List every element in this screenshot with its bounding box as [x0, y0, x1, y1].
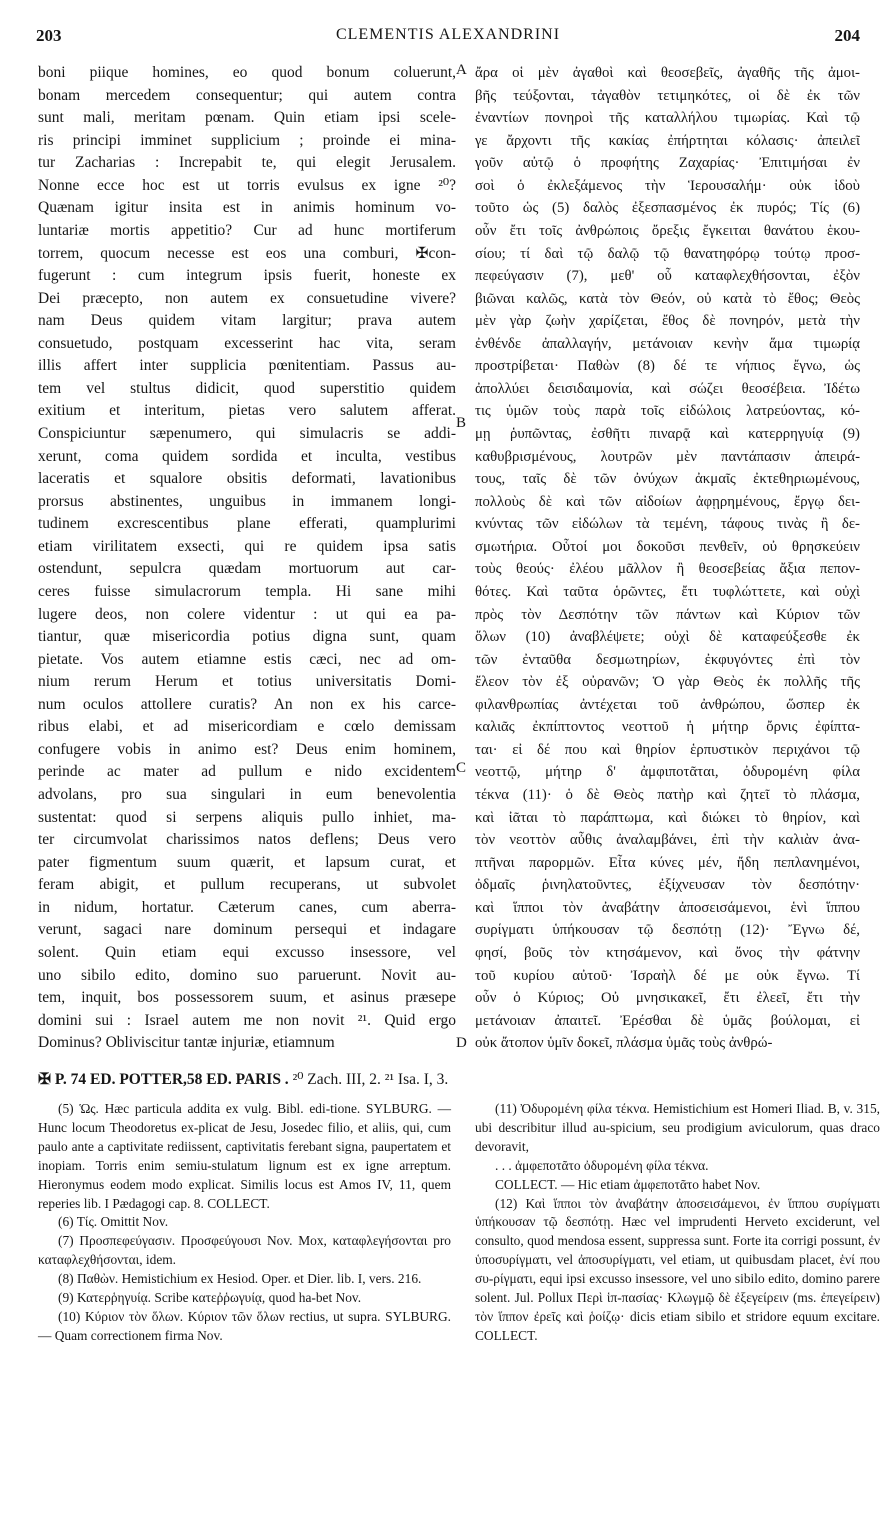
greek-text-line: πρὸς τὸν Δεσπότην τῶν πάντων καὶ Κύριον τῶν [475, 606, 860, 623]
latin-text-line: torrem, quocum necesse est eos una comburi, ✠con- [38, 244, 456, 262]
greek-text-line: θότες. Καὶ ταῦτα ὁρῶντες, ἔτι τυφλώττετε, καὶ οὐχὶ [475, 583, 860, 600]
greek-text-line: σμωτήρια. Οὗτοί μοι δοκοῦσι πενθεῖν, οὐ θρησκεύειν [475, 538, 860, 555]
greek-text-line: μὲν γὰρ ζωὴν χαρίζεται, ἔθος δὲ πονηρόν, μετὰ τὴν [475, 313, 860, 330]
footnote: (10) Κύριον τὸν ὅλων. Κύριον τῶν ὅλων rectius, ut supra. SYLBURG. — Quam correctionem firma Nov. [38, 1308, 451, 1343]
greek-text-line: τῶν ἐνταῦθα δεσμωτηρίων, ἐκφυγόντες ἐπὶ τὸν [475, 651, 860, 668]
footnote: (6) Τίς. Omittit Nov. [58, 1214, 169, 1230]
greek-text-line: τις ὑμῶν τοὺς παρὰ τοῖς εἰδώλοις λατρεύοντας, κό- [475, 403, 860, 420]
latin-text-line: laceratis et squalore obsitis deformati, lavationibus [38, 470, 456, 488]
footnote: (12) Καὶ ἵπποι τὸν ἀναβάτην ἀποσεισάμενοι, ἐν ἵππου συρίγματι ὑπήκουσαν τῷ δεσπότῃ. Hæc vel imprudenti Herveto exciderunt, vel consulto, quod mendosa essent, suppressa sunt. Forte ita corrigi possunt, ἐν ὑποσυρίγματι, vel ἀποσυρίγματι, vel etiam, ut quibusdam placet, ἑνί που συ-ρίγματι, equi ipsi excusso insessore, vel uno sibilo edito, domino parere solent. Jul. Pollux Περὶ ἱπ-πασίας· Κλωγμῷ δὲ ἐξεγείρειν (ms. ἐπεγείρειν) τὸν ἵππον ἐρεῖς καὶ ῥοίζῳ· dicis etiam sibilo et stridore equum excitare. COLLECT. [475, 1195, 880, 1343]
latin-text-line: bonam mercedem consequentur; qui autem contra [38, 86, 456, 104]
latin-text-line: tiantur, quæ misericordia potius digna sunt, quam [38, 628, 456, 646]
latin-text-line: nam Deus quidem vitam largitur; prava autem [38, 312, 456, 330]
greek-text-line: ἄρα οἱ μὲν ἀγαθοὶ καὶ θεοσεβεῖς, ἀγαθῆς τῆς ἀμοι- [475, 65, 860, 81]
latin-text-line: illis affert inter supplicia pœnitentiam. Passus au- [38, 357, 456, 375]
greek-text-line: βιῶναι καλῶς, κατὰ τὸν Θεόν, οὐ κατὰ τὸ ἔθος; Θεὸς [475, 290, 860, 307]
greek-text-line: μῃ ῥυπῶντας, ἐσθῆτι πιναρᾷ καὶ κατερρηγυίᾳ (9) [475, 426, 860, 442]
page-number-right: 204 [834, 26, 860, 45]
footnote: (9) Κατερῥηγυίᾳ. Scribe κατεῤῥωγυίᾳ, quod ha-bet Nov. [58, 1290, 362, 1306]
greek-text-line: οὐκ ἄτοπον ὑμῖν δοκεῖ, πλάσμα ὑμᾶς τοὺς ἀνθρώ- [475, 1035, 773, 1052]
greek-text-line: πεφεύγασιν (7), μεθ' οὗ καταφλεχθήσονται, ἐξὸν [475, 268, 860, 285]
greek-text-line: ὅλων (10) ἀναβλέψετε; οὐχὶ δὲ καταφεύξεσθε ἐκ [475, 629, 860, 646]
greek-text-line: τοὺς θεούς· ἐλέου μᾶλλον ἢ θεοσεβείας ἄξια πεπον- [475, 561, 860, 578]
greek-text-line: τους, ταῖς δὲ τῶν ὀνύχων ἀκμαῖς ἐκτεθηριωμένους, [475, 471, 860, 488]
latin-text-line: etiam virilitatem exsecti, qui re quidem ipsa satis [38, 537, 456, 555]
section-marker-b: B [456, 415, 467, 431]
latin-text-line: Quænam igitur insita est in animis hominum vo- [38, 199, 456, 217]
greek-text-line: ἐναντίων πονηροὶ τῆς καταλλήλου τιμωρίας. Καὶ τῷ [475, 110, 860, 127]
scripture-citations: ²⁰ Zach. III, 2. ²¹ Isa. I, 3. [292, 1071, 449, 1088]
greek-text-line: καθυβρισμένους, λουτρῶν μὲν παντάπασιν ἀπειρά- [475, 448, 860, 465]
footnote: . . . ἀμφεποτᾶτο ὀδυρομένη φίλα τέκνα. [495, 1157, 709, 1173]
latin-text-line: nium rerum Herum et totius universitatis Domi- [38, 673, 456, 691]
footnote: (11) Ὀδυρομένη φίλα τέκνα. Hemistichium est Homeri Iliad. B, v. 315, ubi describitur illud au-spicium, seu prodigium aviculorum, quas draco devoravit, [475, 1101, 880, 1154]
greek-text-line: καὶ ἰᾶται τὸ παράπτωμα, καὶ διώκει τὸ θηρίον, καὶ [475, 809, 860, 826]
latin-text-line: ostendunt, sepulcra quædam mortuorum aut car- [38, 560, 456, 578]
greek-text-line: τοῦτο ὡς (5) δαλὸς ἐξεσπασμένος ἐκ πυρός; Τίς (6) [475, 200, 860, 217]
greek-text-line: ἀπολλύει δεισιδαιμονία, καὶ σώζει θεοσέβεια. Ἰδέτω [475, 380, 860, 397]
greek-text-line: ἔλεον τὸν ἐξ οὐρανῶν; Ὁ γὰρ Θεὸς ἐκ πολλῆς τῆς [475, 674, 860, 691]
greek-text-line: ται· εἰ δέ που καὶ θηρίον ἑρπυστικὸν περιχάνοι τῷ [475, 741, 860, 758]
latin-text-line: tem, inquit, bos possessorem suum, et asinus præsepe [38, 989, 456, 1007]
greek-text-line: φιλανθρωπίας ἀντέχεται τοῦ ἀνθρώπου, ὥσπερ ἐκ [475, 696, 860, 713]
page-number-left: 203 [36, 26, 62, 45]
latin-text-line: domini sui : Israel autem me non novit ²¹. Quid ergo [38, 1011, 456, 1029]
footnotes-right [475, 1100, 880, 1346]
latin-text-line: fugerunt : cum integrum ipsis fuerit, honeste ex [38, 267, 456, 285]
greek-text-line: γε ἄρχοντι τῆς κακίας ἐπήρτηται κόλασις· ἀπειλεῖ [475, 132, 860, 149]
greek-text-line: μετάνοιαν ἀπαιτεῖ. Ἐρέσθαι δὲ ὑμᾶς βούλομαι, εἰ [475, 1012, 860, 1029]
latin-text-line: confugere vobis in animo est? Deus enim hominem, [38, 740, 456, 758]
latin-text-line: in nidum, hortatur. Cæterum canes, cum aberra- [38, 898, 456, 916]
latin-text-line: num oculos attollere curatis? An non ex his carce- [38, 695, 456, 713]
footnote: (7) Προσπεφεύγασιν. Προσφεύγουσι Nov. Mox, καταφλεγήσονται pro καταφλεχθήσονται, idem. [38, 1233, 451, 1268]
greek-text-line: βῆς τεύξονται, τἀγαθὸν τετιμηκότες, οἱ δὲ ἐκ τῶν [475, 87, 860, 104]
greek-text-line: νεοττῷ, μήτηρ δ' ἀμφιποτᾶται, ὀδυρομένη φίλα [475, 764, 860, 781]
latin-text-line: lugere deos, non colere videntur : ut qui ea pa- [38, 605, 456, 623]
latin-text-line: feram abigit, et pullum recuperans, ut subvolet [38, 876, 456, 894]
latin-text-line: Dominus? Obliviscitur tantæ injuriæ, etiamnum [38, 1034, 335, 1052]
latin-text-line: ribus elabi, et ad misericordiam e cœlo demissam [38, 718, 456, 736]
latin-text-line: advolans, pro sua singulari in eum benevolentia [38, 786, 456, 803]
greek-text-line: καὶ ἵπποι τὸν ἀναβάτην ἀποσεισάμενοι, ἑνὶ ἵππου [475, 899, 860, 916]
greek-text-line: ἐνθένδε ἀπαλλαγήν, μετάνοιαν κενὴν ἅμα τιμωρίᾳ [475, 335, 860, 352]
latin-text-line: xerunt, coma quidem sordida et inculta, vestibus [38, 447, 456, 465]
footnote: (8) Παθὼν. Hemistichium ex Hesiod. Oper. et Dier. lib. I, vers. 216. [58, 1271, 422, 1287]
latin-text-line: ceres fuisse simulacrorum templa. Hi sane mihi [38, 582, 456, 600]
greek-text-line: φησί, βοῦς τὸν κτησάμενον, καὶ ὄνος τὴν φάτνην [475, 944, 860, 961]
greek-text-line: τὸν νεοττὸν αὖθις ἀναλαμβάνει, ἐπὶ τὴν καλιὰν ἀνα- [475, 832, 860, 849]
edition-reference: ✠ P. 74 ED. POTTER,58 ED. PARIS . [38, 1071, 289, 1088]
latin-text-line: Conspiciuntur sæpenumero, qui simulacris se addi- [38, 425, 456, 442]
running-title: CLEMENTIS ALEXANDRINI [335, 26, 561, 43]
latin-text-line: solent. Quin etiam equi excusso insessore, vel [38, 943, 456, 961]
latin-text-line: pater figmentum suum quærit, et lapsum curat, et [38, 853, 456, 871]
greek-text-line: γοῦν αὐτῷ ὁ προφήτης Ζαχαρίας· Ἐπιτιμήσαι ἐν [475, 155, 860, 172]
latin-text-line: uno sibilo edito, domino suo paruerunt. Novit au- [38, 966, 456, 984]
greek-text-line: πτῆναι παρορμῶν. Εἶτα κύνες μέν, ἤδη πεπλανημένοι, [475, 854, 860, 871]
greek-text-line: κνύντας τῶν εἰδώλων τὰ τεμένη, τάφους τινὰς ἢ δε- [475, 516, 860, 533]
latin-text-line: verunt, sagaci nare dominum persequi et indagare [38, 921, 456, 939]
greek-text-line: οὖν ἔτι τοῖς ἀνθρώποις ὄρεξις ἔγκειται θανάτου ἑκου- [475, 222, 860, 239]
greek-text-line: τέκνα (11)· ὁ δὲ Θεὸς πατὴρ καὶ ζητεῖ τὸ πλάσμα, [475, 787, 860, 803]
latin-text-line: boni piique homines, eo quod bonum coluerunt, [38, 64, 456, 81]
greek-column [475, 62, 860, 1055]
latin-text-line: exitium et interitum, pietas vero salutem afferat. [38, 402, 456, 420]
latin-text-line: consuetudo, postquam excesserint hac vita, seram [38, 334, 456, 352]
latin-text-line: luntariæ mortis appetitio? Cur ad hunc mortiferum [38, 221, 456, 239]
latin-text-line: Dei præcepto, non autem ex consuetudine vivere? [38, 289, 456, 307]
latin-text-line: perinde ac mater ad pullum e nido excidentem [38, 763, 456, 781]
greek-text-line: πολλοὺς δὲ καὶ τῶν αἰδοίων ἀφῃρημένους, ἔργῳ δει- [475, 493, 860, 510]
latin-text-line: tur Zacharias : Increpabit te, qui elegit Jerusalem. [38, 154, 456, 172]
latin-text-line: prorsus abstinentes, unguibus in immanem longi- [38, 492, 456, 510]
latin-text-line: tem vel stultus didicit, quod superstitio quidem [38, 379, 456, 397]
footnotes-left [38, 1100, 451, 1346]
edition-reference-line [38, 1070, 878, 1089]
latin-text-line: tudinem excrescentibus plane efferati, quamplurimi [38, 515, 456, 533]
latin-text-line: ris principi imminet supplicium ; proinde ei mina- [38, 131, 456, 149]
latin-text-line: pietate. Vos autem etiamne estis cæci, nec ad om- [38, 650, 456, 668]
greek-text-line: ὀδμαῖς ῥινηλατοῦντες, ἐξίχνευσαν τὸν δεσπότην· [475, 877, 860, 894]
section-marker-d: D [456, 1035, 467, 1051]
greek-text-line: συρίγματι ὑπήκουσαν τῷ δεσπότῃ (12)· Ἔγνω δέ, [475, 922, 860, 939]
section-marker-a: A [456, 62, 467, 78]
greek-text-line: σοὶ ὁ ἐκλεξάμενος τὴν Ἱερουσαλήμ· οὐκ ἰδοὺ [475, 177, 860, 194]
latin-text-line: sunt mali, meritam pœnam. Quin etiam ipsi scele- [38, 109, 456, 127]
latin-column [38, 62, 456, 1055]
greek-text-line: τοῦ κυρίου αὐτοῦ· Ἰσραὴλ δέ με οὐκ ἔγνω. Τί [475, 967, 860, 984]
latin-text-line: sustentat: quod si serpens aliquis pullo inhiet, ma- [38, 808, 456, 826]
latin-text-line: Nonne ecce hoc est ut torris evulsus ex igne ²⁰? [38, 176, 456, 194]
greek-text-line: καλιᾶς ἐκπίπτοντος νεοττοῦ ἡ μήτηρ ὄρνις ἐφίπτα- [475, 719, 860, 736]
greek-text-line: προστρίβεται· Παθὼν (8) δέ τε νήπιος ἔγνω, ὡς [475, 358, 860, 375]
footnote: COLLECT. — Hic etiam ἀμφεποτᾶτο habet Nov. [495, 1176, 761, 1192]
greek-text-line: οὖν ὁ Κύριος; Οὐ μνησικακεῖ, ἔτι ἐλεεῖ, ἔτι τὴν [475, 990, 860, 1007]
latin-text-line: ter circumvolat charissimos natos deflens; Deus vero [38, 831, 456, 849]
greek-text-line: σίου; τί δαὶ τῷ δαλῷ τῷ θανατηφόρῳ τούτῳ προσ- [475, 245, 860, 262]
footnote: (5) Ὡς. Hæc particula addita ex vulg. Bibl. edi-tione. SYLBURG. — Hunc locum Theodoretus ex-plicat de Jesu, Josedec filio, et aliis, qui, cum paulo ante a captivitate rediissent, captivitatis ferebant signa, paupertatem et inopiam. Torris enim semiu-stulatum lignum est ex igne arreptum. Hieronymus eodem modo explicat. Similis locus est Amos IV, 11, quem reperies lib. I Pædagogi cap. 8. COLLECT. [38, 1101, 451, 1211]
section-marker-c: C [456, 760, 467, 776]
